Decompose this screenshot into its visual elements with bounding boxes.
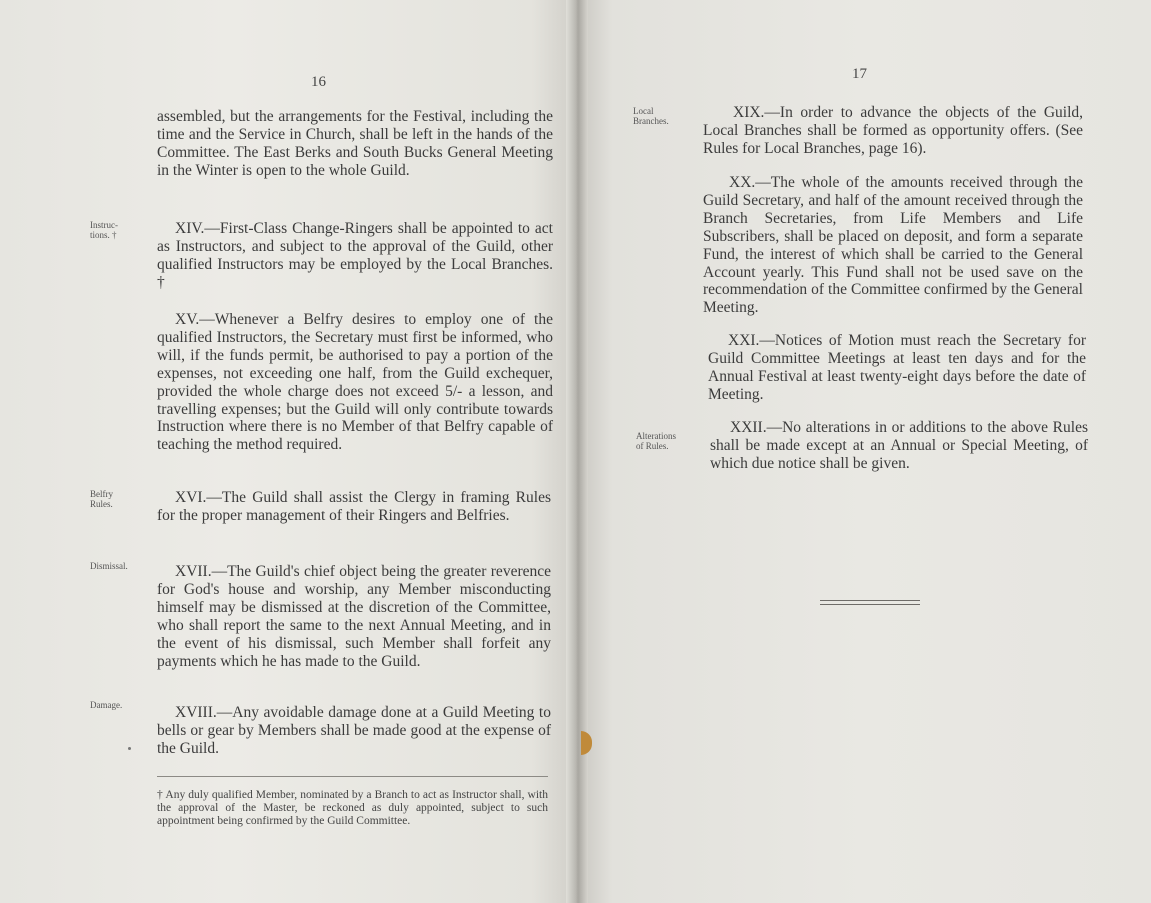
rule-xxi: XXI.—Notices of Motion must reach the Secretary for Guild Committee Meetings at least ten days and for the Annual Festival at least twenty-eight days before the date of Meeting. [708, 332, 1086, 403]
page-number-17: 17 [852, 66, 867, 82]
rule-xv: XV.—Whenever a Belfry desires to employ one of the qualified Instructors, the Secretary must first be informed, who will, if the funds permit, be authorised to pay a portion of the expenses, not exceeding one half, from the Guild exchequer, provided the whole charge does not exceed 5/- a lesson, and travelling expenses; but the Guild will only contribute towards Instruction where there is no Member of that Belfry capable of teaching the method required. [157, 311, 553, 454]
rule-xxii: XXII.—No alterations in or additions to the above Rules shall be made except at an Annual or Special Meeting, of which due notice shall be given. [710, 419, 1088, 472]
rule-xvii: XVII.—The Guild's chief object being the greater reverence for God's house and worship, any Member misconducting himself may be dismissed at the discretion of the Committee, who shall report the same to the next Annual Meeting, and in the event of his dismissal, such Member shall forfeit any payments which he has made to the Guild. [157, 563, 551, 670]
margin-note-alterations: Alterations of Rules. [636, 431, 676, 451]
page-number-16: 16 [311, 74, 326, 90]
rule-xviii: XVIII.—Any avoidable damage done at a Guild Meeting to bells or gear by Members shall be made good at the expense of the Guild. [157, 704, 551, 757]
footnote: † Any duly qualified Member, nominated by a Branch to act as Instructor shall, with the approval of the Master, be reckoned as duly appointed, subject to such appointment being confirmed by the Guild Committee. [157, 789, 548, 827]
footnote-divider [157, 776, 548, 777]
end-rule-top [820, 600, 920, 601]
margin-note-instructions: Instruc- tions. † [90, 220, 118, 240]
margin-note-belfry-rules: Belfry Rules. [90, 489, 113, 509]
margin-note-damage: Damage. [90, 700, 123, 710]
paragraph-assembled: assembled, but the arrangements for the Festival, including the time and the Service in Church, shall be left in the hands of the Committee. The East Berks and South Bucks General Meeting in the Winter is open to the whole Guild. [157, 108, 553, 179]
rule-xix: XIX.—In order to advance the objects of the Guild, Local Branches shall be formed as opportunity offers. (See Rules for Local Branches, page 16). [703, 104, 1083, 157]
rule-xvi: XVI.—The Guild shall assist the Clergy in framing Rules for the proper management of their Ringers and Belfries. [157, 489, 551, 524]
margin-note-local-branches: Local Branches. [633, 106, 669, 126]
margin-note-dismissal: Dismissal. [90, 561, 128, 571]
ink-dot [128, 747, 131, 750]
right-page [578, 0, 1151, 903]
end-rule-bottom [820, 604, 920, 605]
book-gutter [566, 0, 588, 903]
rule-xx: XX.—The whole of the amounts received through the Guild Secretary, and half of the amount received through the Branch Secretaries, from Life Members and Life Subscribers, shall be placed on deposit, and form a separate Fund, the interest of which shall be carried to the General Account yearly. This Fund shall not be used save on the recommendation of the Committee confirmed by the General Meeting. [703, 174, 1083, 317]
rule-xiv: XIV.—First-Class Change-Ringers shall be appointed to act as Instructors, and subject to the approval of the Guild, other qualified Instructors may be employed by the Local Branches. † [157, 220, 553, 291]
